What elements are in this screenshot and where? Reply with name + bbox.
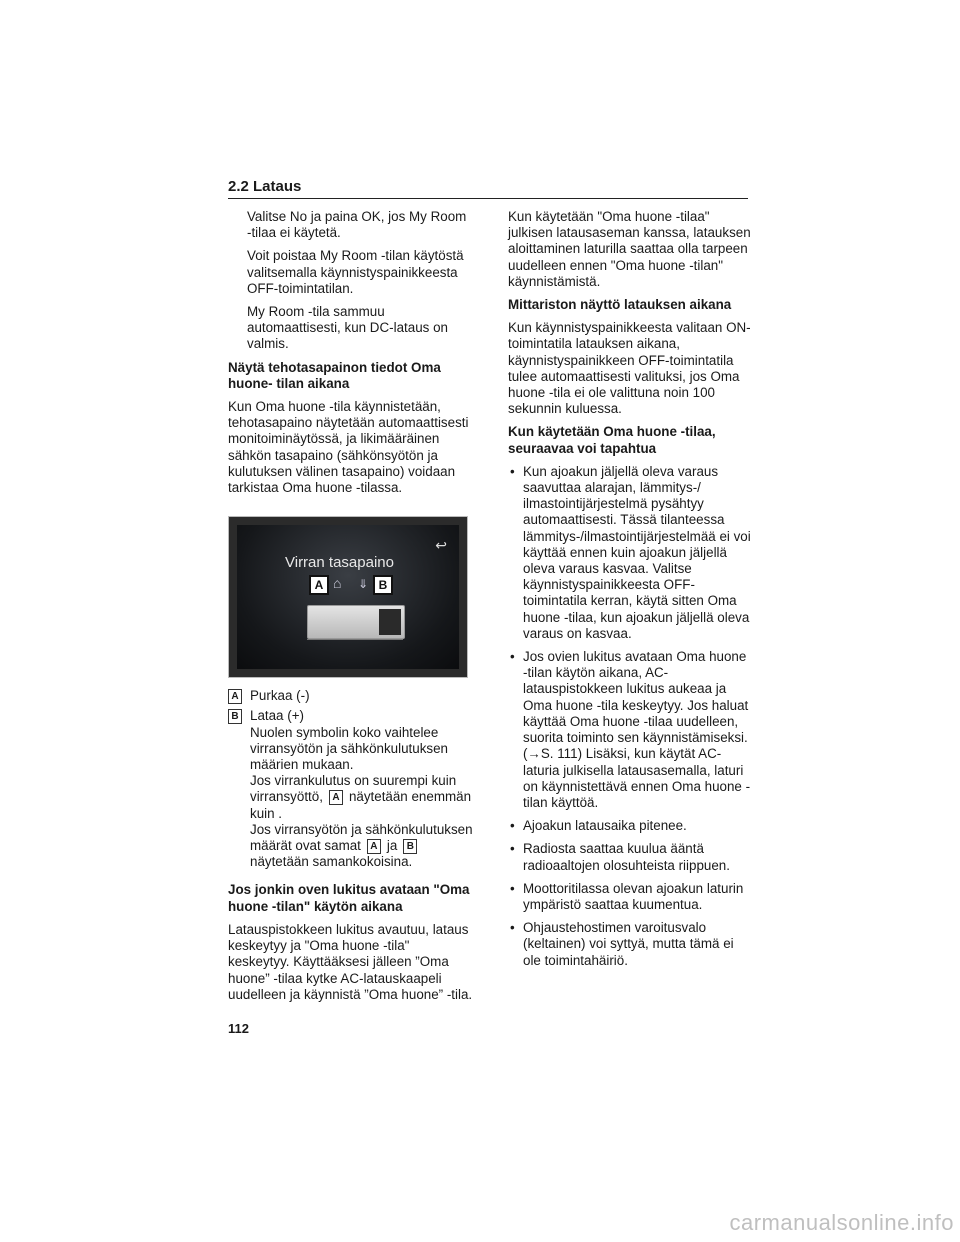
indent-paragraph-2: Voit poistaa My Room -tilan käytöstä valitsemalla käynnistyspainikkeesta OFF-toimintatilan. [247, 248, 464, 296]
list-item [508, 818, 752, 834]
bullet-text: Ajoakun latausaika pitenee. [523, 818, 687, 834]
legend-a [228, 688, 474, 704]
house-icon: ⌂ [333, 575, 342, 592]
right-column [508, 209, 752, 976]
bullet-dot: • [510, 920, 515, 936]
header-rule [228, 198, 748, 199]
down-arrow-icon: ⇓ [358, 577, 369, 592]
legend-b-line-3-post: näytetään samankokoisina. [250, 854, 413, 870]
legend-b-line-2-pre: Jos virrankulutus on suurempi kuin virransyöttö, [250, 773, 457, 805]
paragraph-door-unlock: Latauspistokkeen lukitus avautuu, lataus keskeytyy ja "Oma huone -tila" keskeytyy. Käyttääksesi jälleen ”Oma huone” -tilaa kytke AC-latauskaapeli uudelleen ja käynnistä ”Oma huone” -tila. [228, 921, 473, 1002]
list-item [508, 464, 752, 642]
inline-badge-a: A [329, 790, 343, 805]
bullet-text: Kun ajoakun jäljellä oleva varaus saavuttaa alarajan, lämmitys-/ ilmastointijärjestelmä pysähtyy automaattisesti. Tässä tilanteessa lämmitys-/ilmastointijärjestelmää ei voi käyttää ennen kuin ajoakun jäljellä oleva varaus kasvaa. Valitse käynnistyspainikkeesta OFF-toimintatila kerran, käytä sitten Oma huone -tilaa, kun ajoakun jäljellä oleva varaus on kasvaa. [523, 463, 751, 641]
legend-b [228, 708, 474, 870]
heading-may-happen: Kun käytetään Oma huone -tilaa, seuraavaa voi tapahtua [508, 424, 716, 456]
list-item [508, 841, 752, 873]
battery-icon [307, 605, 405, 639]
inline-badge-a-2: A [367, 839, 381, 854]
bullet-text: Ohjaustehostimen varoitusvalo (keltainen) voi syttyä, mutta tämä ei ole toimintahäiriö. [523, 920, 734, 968]
bullet-dot: • [510, 649, 515, 665]
figure-badge-a: A [309, 575, 329, 595]
legend-badge-b: B [228, 709, 242, 724]
bullet-dot: • [510, 841, 515, 857]
list-item [508, 881, 752, 913]
legend-b-line-3-pre: Jos virransyötön ja sähkönkulutuksen määrät ovat samat [250, 821, 473, 854]
indent-paragraph-3: My Room -tila sammuu automaattisesti, kun DC-lataus on valmis. [247, 304, 448, 352]
legend-b-line-3-mid: ja [386, 838, 398, 854]
legend-b-line-2 [250, 773, 474, 822]
indent-paragraph-1: Valitse No ja paina OK, jos My Room -tilaa ei käytetä. [247, 209, 467, 241]
heading-cluster-display: Mittariston näyttö latauksen aikana [508, 297, 732, 313]
power-balance-figure [228, 516, 468, 678]
legend-badge-a: A [228, 689, 242, 704]
legend-b-line-1: Nuolen symbolin koko vaihtelee virransyötön ja sähkönkulutuksen määrien mukaan. [250, 724, 448, 773]
paragraph-cluster-display: Kun käynnistyspainikkeesta valitaan ON-toimintatila latauksen aikana, käynnistyspainikkeen OFF-toimintatila tulee automaattisesti valituksi, jos Oma huone -tila ei ole valittuna noin 100 sekunnin kuluessa. [508, 320, 751, 417]
figure-badge-b: B [373, 575, 393, 595]
legend-a-text: Purkaa (-) [250, 688, 310, 704]
display-screen [237, 525, 459, 669]
back-arrow-icon: ↩ [435, 537, 447, 554]
heading-door-unlock: Jos jonkin oven lukitus avataan "Oma huone -tilan" käytön aikana [228, 882, 470, 914]
bullet-dot: • [510, 463, 515, 479]
inline-badge-b: B [403, 839, 417, 854]
legend-b-line-2-post: näytetään enemmän kuin . [250, 789, 472, 821]
legend-b-title: Lataa (+) [250, 708, 304, 724]
heading-power-balance: Näytä tehotasapainon tiedot Oma huone- tilan aikana [228, 359, 441, 391]
legend-b-line-3 [250, 822, 474, 871]
list-item [508, 649, 752, 811]
page-number: 112 [228, 1021, 249, 1036]
bullet-dot: • [510, 880, 515, 896]
list-item [508, 920, 752, 969]
bullet-text: Moottoritilassa olevan ajoakun laturin ympäristö saattaa kuumentua. [523, 880, 744, 912]
paragraph-power-balance: Kun Oma huone -tila käynnistetään, tehotasapaino näytetään automaattisesti monitoiminäytössä, ja likimääräinen sähkön tasapaino (sähkönsyötön ja kulutuksen välinen tasapaino) voidaan tarkistaa Oma huone -tilassa. [228, 399, 469, 496]
screen-title: Virran tasapaino [285, 554, 394, 572]
battery-ticks [307, 639, 403, 644]
paragraph-public-station: Kun käytetään "Oma huone -tilaa" julkisen latausaseman kanssa, latauksen aloittaminen laturilla saattaa olla tarpeen uudelleen ennen "Oma huone -tilan" käynnistämistä. [508, 209, 751, 289]
bullet-text: Jos ovien lukitus avataan Oma huone -tilan käytön aikana, AC-latauspistokkeen lukitus aukeaa ja Oma huone -tila keskeytyy. Jos haluat käyttää Oma huone -tilaa uudelleen, suorita toiminto sen käynnistämiseksi. (→S. 111) Lisäksi, kun käytät AC-laturia julkisella latausasemalla, laturi on käynnistettävä ennen Oma huone -tilan käyttöä. [523, 649, 751, 810]
section-title: 2.2 Lataus [228, 178, 302, 195]
bullet-dot: • [510, 818, 515, 834]
legend-b-body [250, 708, 474, 870]
bullet-text: Radiosta saattaa kuulua ääntä radioaaltojen olosuhteista riippuen. [523, 841, 730, 873]
left-column [228, 209, 474, 1010]
watermark: carmanualsonline.info [729, 1210, 954, 1235]
battery-fill [379, 609, 401, 635]
